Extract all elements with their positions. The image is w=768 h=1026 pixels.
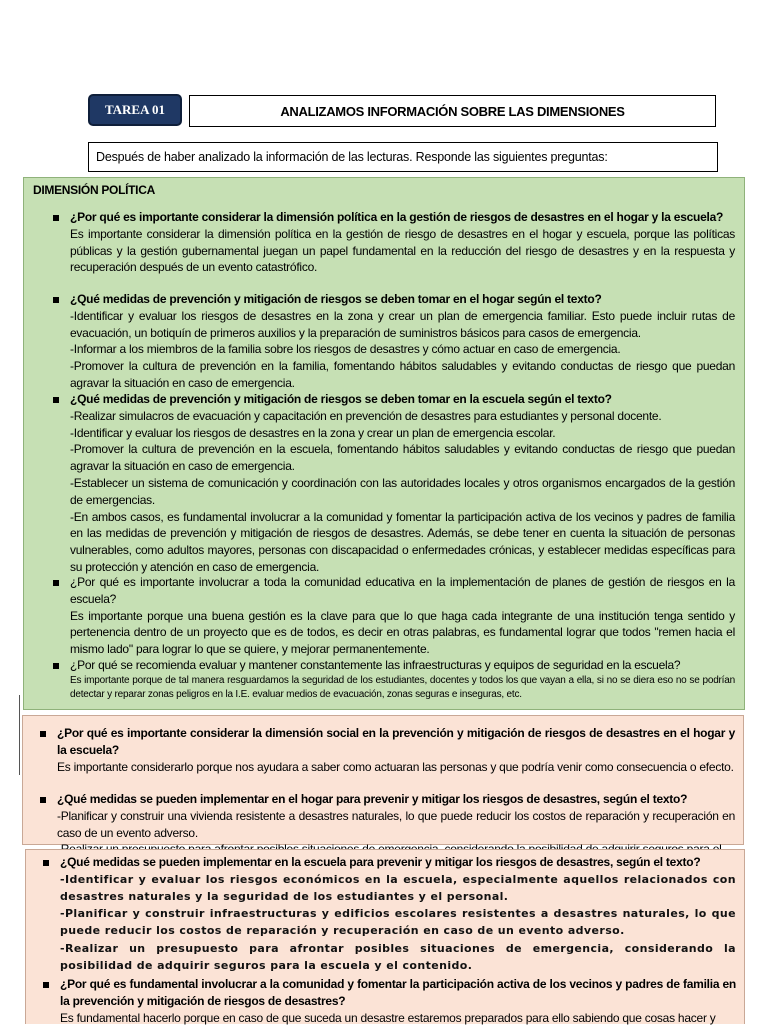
question-block <box>70 391 735 576</box>
bullet-icon <box>53 663 59 669</box>
task-badge: TAREA 01 <box>88 94 182 126</box>
answer-line: -Identificar y evaluar los riesgos económicos en la escuela, especialmente aquellos relacionados con desastres naturales y la seguridad de los estudiantes y el personal. <box>60 872 736 903</box>
bullet-icon <box>40 731 46 737</box>
answer-line: -Promover la cultura de prevención en la familia, fomentando hábitos saludables y evitando conductas de riesgo que puedan agravar la situación en caso de emergencia. <box>70 359 735 390</box>
bullet-icon <box>53 297 59 303</box>
answer-line: -Planificar y construir una vivienda resistente a desastres naturales, lo que puede reducir los costos de reparación y recuperación en caso de un evento adverso. <box>57 808 735 840</box>
question-text: ¿Por qué es fundamental involucrar a la comunidad y fomentar la participación activa de los vecinos y padres de familia en la prevención y mitigación de riesgos de desastres? <box>60 977 736 1008</box>
question-block <box>70 209 735 276</box>
bullet-icon <box>43 982 49 988</box>
answer-line: -Identificar y evaluar los riesgos de desastres en la zona y crear un plan de emergencia familiar. Esto puede incluir rutas de evacuación, un botiquín de primeros auxilios y la preparación de suministros básicos para casos de emergencia. <box>70 308 735 340</box>
bullet-icon <box>43 860 49 866</box>
question-block <box>70 657 735 702</box>
answer-text: Es importante porque una buena gestión es la clave para que lo que haga cada integrante de una institución tenga sentido y pertenencia dentro de un proyecto que es de todos, es decir en otras palabras, es fundamental lograr que todos "remen hacia el mismo lado" para lograr lo que se quiere, y mejorar permanentemente. <box>70 608 735 657</box>
answer-line: -Identificar y evaluar los riesgos de desastres en la zona y crear un plan de emergencia escolar. <box>70 425 556 440</box>
instructions: Después de haber analizado la información de las lecturas. Responde las siguientes preguntas: <box>88 142 718 172</box>
question-block <box>70 574 735 658</box>
question-text: ¿Por qué es importante considerar la dimensión política en la gestión de riesgos de desastres en el hogar y la escuela? <box>70 210 724 224</box>
bullet-icon <box>53 397 59 403</box>
answer-line: -Establecer un sistema de comunicación y coordinación con las autoridades locales y otros organismos encargados de la gestión de emergencias. <box>70 475 735 507</box>
social-dimension-panel <box>22 715 744 845</box>
answer-text: Es fundamental hacerlo porque en caso de que suceda un desastre estaremos preparados para ello sabiendo que cosas hacer y <box>60 1010 716 1025</box>
bullet-icon <box>40 797 46 803</box>
question-text: ¿Qué medidas se pueden implementar en el hogar para prevenir y mitigar los riesgos de desastres, según el texto? <box>57 792 688 806</box>
answer-line: -Realizar simulacros de evacuación y capacitación en prevención de desastres para estudiantes y personal docente. <box>70 408 662 423</box>
answer-line: -Informar a los miembros de la familia sobre los riesgos de desastres y cómo actuar en caso de emergencia. <box>70 342 621 357</box>
political-dimension-panel <box>23 177 745 710</box>
answer-text: Es importante considerarlo porque nos ayudara a saber como actuaran las personas y que podría venir como consecuencia o efecto. <box>57 759 734 774</box>
question-block <box>57 725 735 775</box>
answer-line: -En ambos casos, es fundamental involucrar a la comunidad y fomentar la participación activa de los vecinos y padres de familia en las medidas de prevención y mitigación de riesgos de desastres. Además, se debe tener en cuenta la situación de personas vulnerables, como adultos mayores, personas con discapacidad o enfermedades crónicas, y establecer medidas específicas para su protección y atención en caso de emergencia. <box>70 509 735 574</box>
page-margin-line <box>19 695 20 775</box>
question-text: ¿Por qué es importante involucrar a toda la comunidad educativa en la implementación de planes de gestión de riesgos en la escuela? <box>70 575 735 606</box>
question-block <box>60 976 736 1026</box>
bullet-icon <box>53 215 59 221</box>
question-text: ¿Por qué se recomienda evaluar y mantener constantemente las infraestructuras y equipos de seguridad en la escuela? <box>70 658 681 672</box>
section-heading: DIMENSIÓN POLÍTICA <box>33 183 155 197</box>
question-text: ¿Qué medidas de prevención y mitigación de riesgos se deben tomar en el hogar según el texto? <box>70 292 602 306</box>
answer-text: Es importante porque de tal manera resguardamos la seguridad de los estudiantes, docentes y todos los que vayan a ella, si no se diera eso no se podrían detectar y reparar zonas peligros en la I.E. evaluar medios de evacuación, zonas seguras e inseguras, etc. <box>70 674 735 700</box>
question-text: ¿Qué medidas se pueden implementar en la escuela para prevenir y mitigar los riesgos de desastres, según el texto? <box>60 855 701 869</box>
answer-line: -Realizar un presupuesto para afrontar posibles situaciones de emergencia, considerando la posibilidad de adquirir seguros para la escuela y el contenido. <box>60 941 736 972</box>
question-text: ¿Por qué es importante considerar la dimensión social en la prevención y mitigación de riesgos de desastres en el hogar y la escuela? <box>57 726 735 757</box>
answer-line: -Promover la cultura de prevención en la escuela, fomentando hábitos saludables y evitando conductas de riesgo que puedan agravar la situación en caso de emergencia. <box>70 442 735 474</box>
answer-text: Es importante considerar la dimensión política en la gestión de riesgo de desastres en el hogar y escuela, porque las políticas públicas y la gestión gubernamental juegan un papel fundamental en la reducción del riesgo de desastres y en la respuesta y recuperación después de un evento catastrófico. <box>70 226 735 275</box>
social-dimension-panel-continued <box>25 849 745 1024</box>
question-block <box>70 291 735 392</box>
answer-line: -Planificar y construir infraestructuras y edificios escolares resistentes a desastres naturales, lo que puede reducir los costos de reparación y recuperación en caso de un evento adverso. <box>60 907 736 938</box>
question-text: ¿Qué medidas de prevención y mitigación de riesgos se deben tomar en la escuela según el texto? <box>70 392 612 406</box>
bullet-icon <box>53 580 59 586</box>
question-block <box>60 854 736 974</box>
page-title: ANALIZAMOS INFORMACIÓN SOBRE LAS DIMENSIONES <box>189 95 716 127</box>
